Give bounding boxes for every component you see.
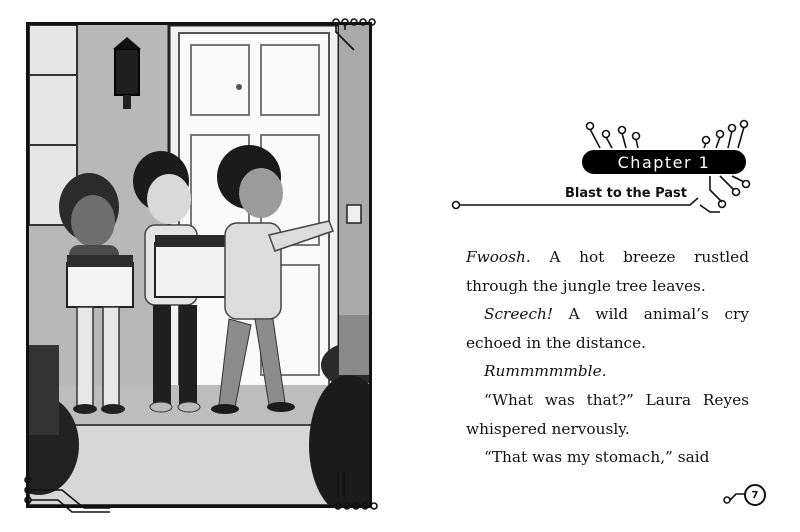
chapter-number-label: Chapter 1 xyxy=(582,150,746,174)
chapter-header xyxy=(440,118,770,218)
paragraph: Fwoosh. A hot breeze rustled through the jungle tree leaves. xyxy=(466,248,749,295)
paragraph: Screech! A wild animal’s cry echoed in the distance. xyxy=(466,305,749,352)
paragraph: “That was my stomach,” said xyxy=(484,448,710,467)
paragraph: Rummmmmble. xyxy=(484,362,607,381)
chapter-illustration xyxy=(26,22,372,508)
chapter-body-text xyxy=(466,243,749,472)
circuit-corner-bottom-left-icon xyxy=(22,472,112,518)
page-number-connector-icon xyxy=(722,486,746,508)
page-number: 7 xyxy=(744,484,766,506)
illustration-art xyxy=(29,25,369,505)
circuit-corner-bottom-right-icon xyxy=(330,468,382,516)
paragraph: “What was that?” Laura Reyes whispered nervously. xyxy=(466,390,749,438)
circuit-corner-top-icon xyxy=(330,14,382,54)
chapter-title: Blast to the Past xyxy=(564,186,687,201)
